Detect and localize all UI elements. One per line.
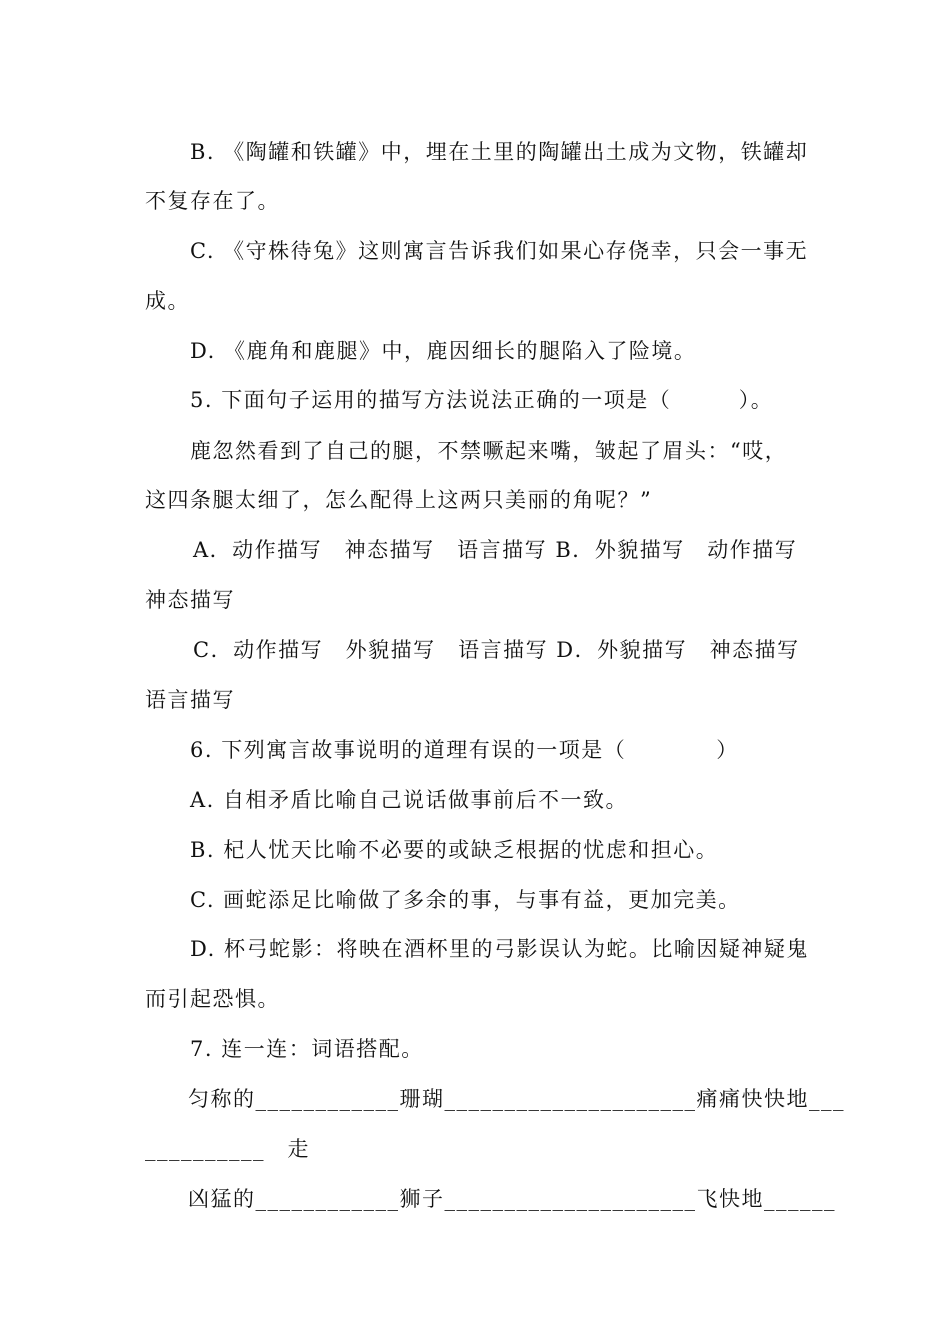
q5-question: 5. 下面句子运用的描写方法说法正确的一项是（ ）。: [190, 388, 774, 412]
q4-option-b-line2: 不复存在了。: [145, 189, 280, 213]
q6-option-c: C. 画蛇添足比喻做了多余的事，与事有益，更加完美。: [190, 888, 741, 912]
q7-match-row2: 凶猛的____________狮子_____________________飞快地______: [188, 1187, 836, 1211]
q4-option-c-line2: 成。: [145, 289, 190, 313]
q7-match-row1-line2: __________ 走: [145, 1137, 310, 1161]
q6-option-b: B. 杞人忧天比喻不必要的或缺乏根据的忧虑和担心。: [190, 838, 719, 862]
q7-question: 7. 连一连：词语搭配。: [190, 1037, 424, 1061]
q5-options-ab-line1: A．动作描写 神态描写 语言描写 B．外貌描写 动作描写: [193, 538, 798, 562]
q4-option-b-line1: B. 《陶罐和铁罐》中，埋在土里的陶罐出土成为文物，铁罐却: [190, 140, 809, 164]
q5-options-cd-line1: C．动作描写 外貌描写 语言描写 D．外貌描写 神态描写: [193, 638, 800, 662]
q6-option-d-line1: D. 杯弓蛇影：将映在酒杯里的弓影误认为蛇。比喻因疑神疑鬼: [190, 937, 809, 961]
q6-option-d-line2: 而引起恐惧。: [145, 987, 280, 1011]
q5-options-cd-line2: 语言描写: [145, 688, 235, 712]
q6-option-a: A. 自相矛盾比喻自己说话做事前后不一致。: [190, 788, 629, 812]
q4-option-c-line1: C. 《守株待兔》这则寓言告诉我们如果心存侥幸，只会一事无: [190, 239, 809, 263]
q5-options-ab-line2: 神态描写: [145, 588, 235, 612]
q5-passage-line2: 这四条腿太细了，怎么配得上这两只美丽的角呢？”: [145, 488, 653, 512]
q7-match-row1-line1: 匀称的____________珊瑚_____________________痛痛快快地___: [188, 1087, 845, 1111]
q4-option-d: D. 《鹿角和鹿腿》中，鹿因细长的腿陷入了险境。: [190, 339, 697, 363]
q5-passage-line1: 鹿忽然看到了自己的腿，不禁噘起来嘴，皱起了眉头：“哎，: [190, 439, 788, 463]
q6-question: 6. 下列寓言故事说明的道理有误的一项是（ ）: [190, 738, 739, 762]
